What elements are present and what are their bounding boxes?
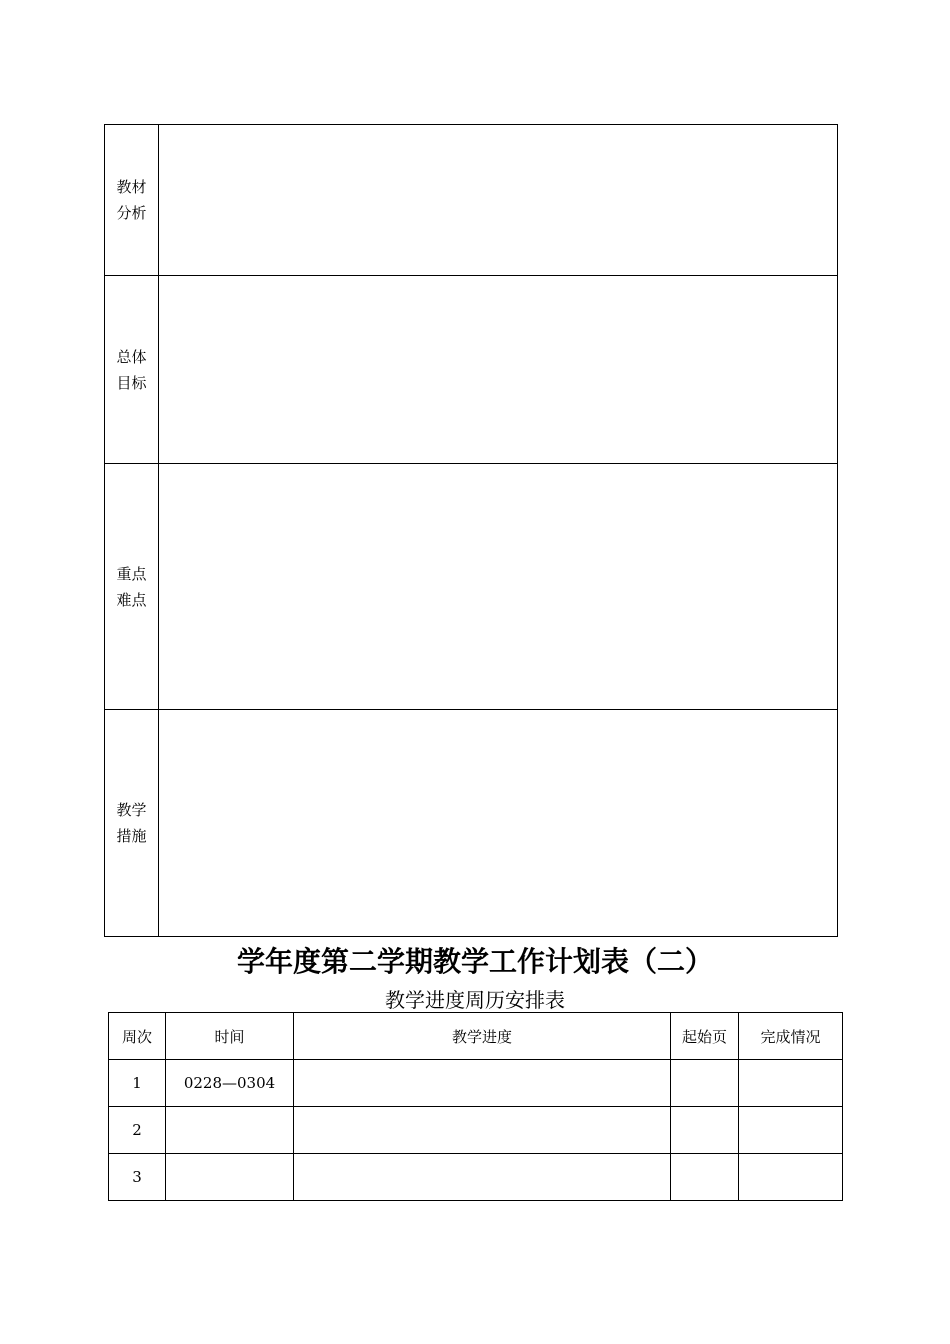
section-label <box>105 276 159 464</box>
section-label-line: 措施 <box>116 827 147 845</box>
progress-cell[interactable] <box>294 1060 671 1107</box>
column-header-time: 时间 <box>166 1013 294 1060</box>
progress-cell[interactable] <box>294 1107 671 1154</box>
table-row <box>109 1107 843 1154</box>
plan-row-teaching-measures <box>105 710 838 937</box>
page-title: 学年度第二学期教学工作计划表（二） <box>236 945 713 978</box>
section-label <box>105 710 159 937</box>
section-label-line: 教材 <box>116 178 147 196</box>
page-subtitle: 教学进度周历安排表 <box>385 988 565 1012</box>
section-label <box>105 125 159 276</box>
progress-cell[interactable] <box>294 1154 671 1201</box>
section-label-line: 分析 <box>116 204 147 222</box>
section-content[interactable] <box>159 276 838 464</box>
section-content[interactable] <box>159 464 838 710</box>
time-cell[interactable] <box>166 1107 294 1154</box>
section-label-line: 目标 <box>116 373 147 392</box>
completion-cell[interactable] <box>739 1154 843 1201</box>
table-row <box>109 1154 843 1201</box>
start-page-cell[interactable] <box>671 1107 739 1154</box>
section-label <box>105 464 159 710</box>
schedule-table <box>108 1012 843 1201</box>
start-page-cell[interactable] <box>671 1060 739 1107</box>
section-label-line: 难点 <box>116 590 147 609</box>
column-header-week: 周次 <box>109 1013 166 1060</box>
start-page-cell[interactable] <box>671 1154 739 1201</box>
plan-table <box>104 124 838 937</box>
section-content[interactable] <box>159 710 838 937</box>
completion-cell[interactable] <box>739 1107 843 1154</box>
table-row <box>109 1060 843 1107</box>
column-header-start-page: 起始页 <box>671 1013 739 1060</box>
table-header-row <box>109 1013 843 1060</box>
plan-row-key-difficulties <box>105 464 838 710</box>
plan-row-textbook-analysis <box>105 125 838 276</box>
time-cell[interactable] <box>166 1154 294 1201</box>
section-label-line: 教学 <box>116 801 147 819</box>
section-label-line: 重点 <box>116 564 147 583</box>
column-header-progress: 教学进度 <box>294 1013 671 1060</box>
week-cell: 3 <box>109 1154 166 1201</box>
week-cell: 2 <box>109 1107 166 1154</box>
plan-row-overall-goals <box>105 276 838 464</box>
section-label-line: 总体 <box>116 347 147 366</box>
time-cell[interactable]: 0228—0304 <box>166 1060 294 1107</box>
week-cell: 1 <box>109 1060 166 1107</box>
completion-cell[interactable] <box>739 1060 843 1107</box>
column-header-completion: 完成情况 <box>739 1013 843 1060</box>
section-content[interactable] <box>159 125 838 276</box>
